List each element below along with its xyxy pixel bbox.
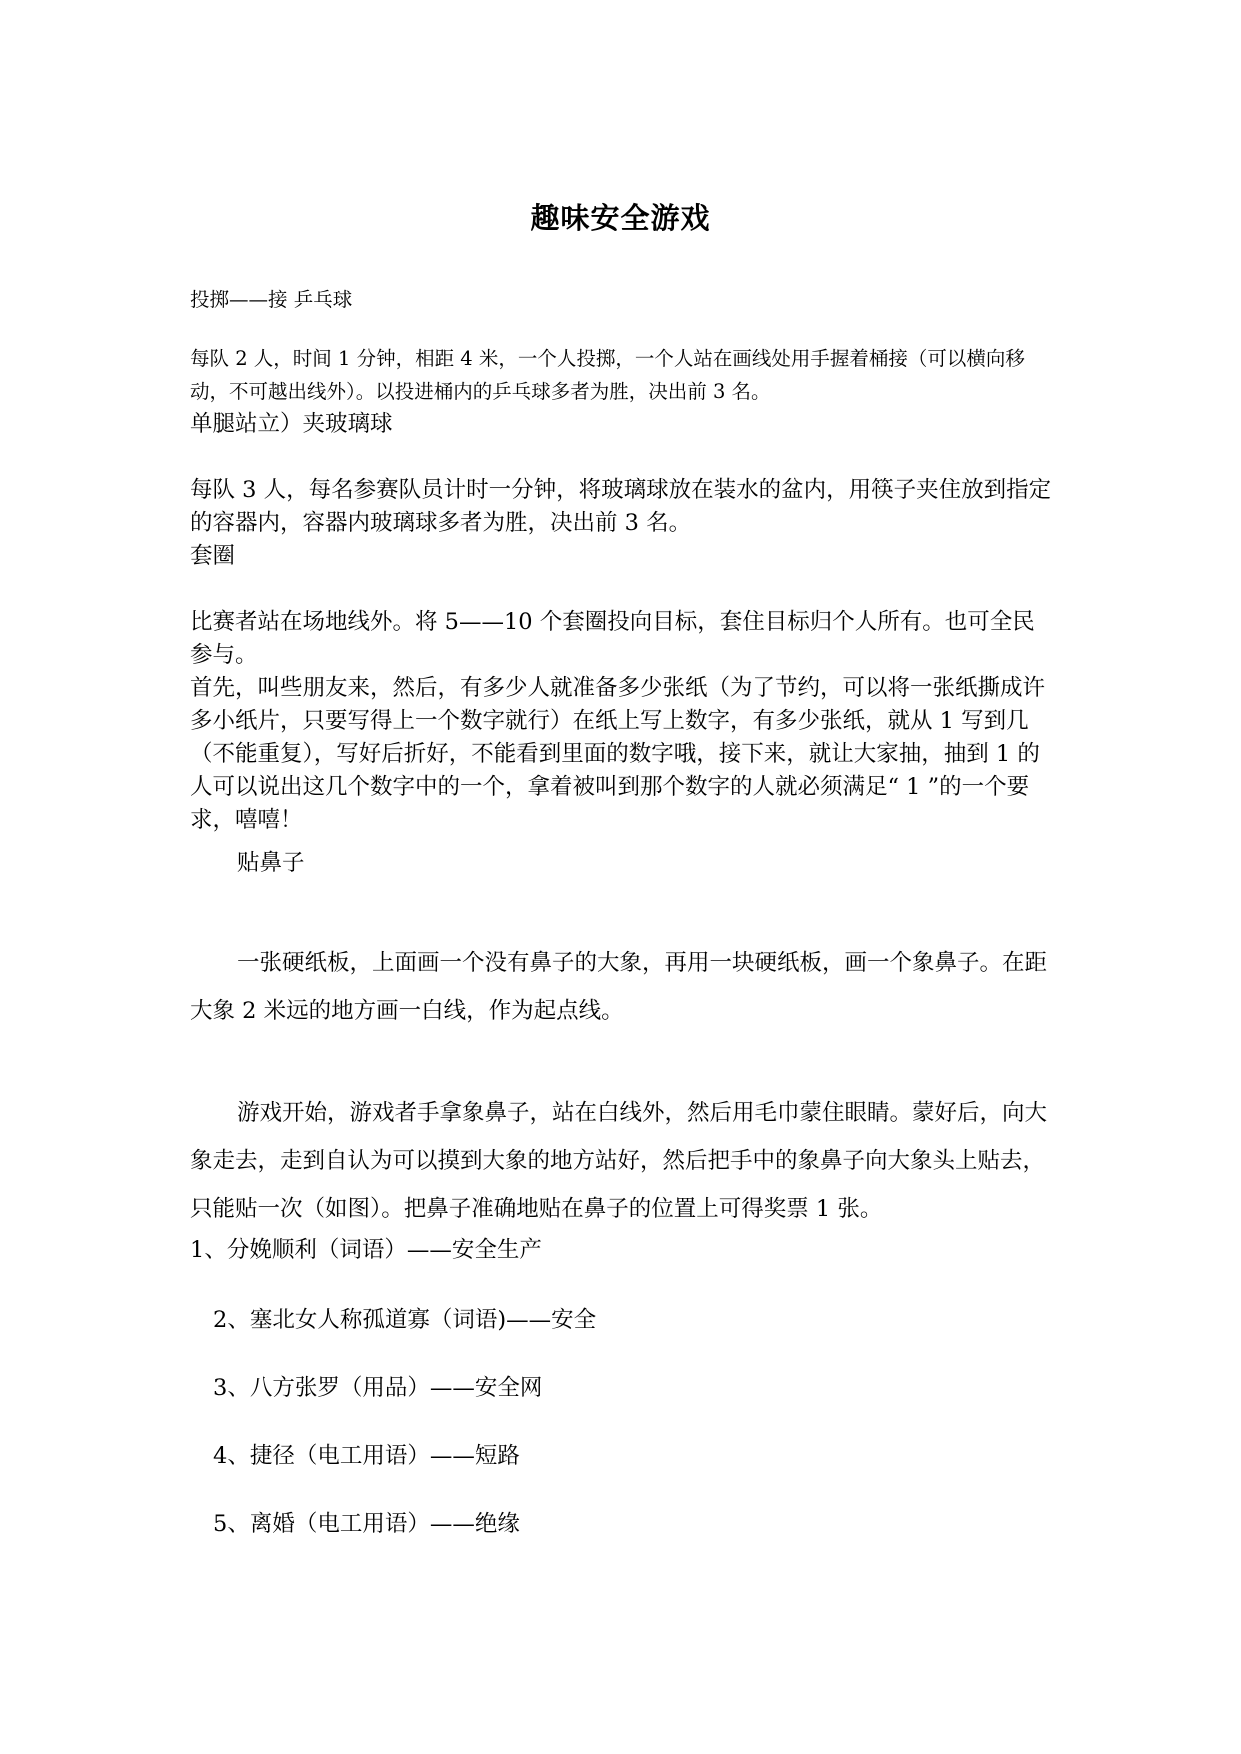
section-text-nose-2: 游戏开始，游戏者手拿象鼻子，站在白线外，然后用毛巾蒙住眼睛。蒙好后，向大象走去，走到自认为可以摸到大象的地方站好，然后把手中的象鼻子向大象头上贴去，只能贴一次（如图）。把鼻子准确地贴在鼻子的位置上可得奖票 1 张。 <box>190 1100 1048 1222</box>
riddle-item: 2、塞北女人称孤道寡（词语)——安全 <box>213 1307 597 1333</box>
section-heading-ring-toss: 套圈 <box>190 543 236 569</box>
riddle-item: 1、分娩顺利（词语）——安全生产 <box>190 1237 542 1263</box>
page-title: 趣味安全游戏 <box>530 201 711 235</box>
section-text-number-game: 首先，叫些朋友来，然后，有多少人就准备多少张纸（为了节约，可以将一张纸撕成许多小纸片，只要写得上一个数字就行）在纸上写上数字，有多少张纸，就从 1 写到几（不能重复），写好后折好，不能看到里面的数字哦，接下来，就让大家抽，抽到 1 的人可以说出这几个数字中的一个，拿着被叫到那个数字的人就必须满足“ 1 ”的一个要求，嘻嘻！ <box>190 675 1046 833</box>
riddle-item: 5、离婚（电工用语）——绝缘 <box>213 1511 520 1537</box>
section-text-nose-1: 一张硬纸板，上面画一个没有鼻子的大象，再用一块硬纸板，画一个象鼻子。在距大象 2 米远的地方画一白线，作为起点线。 <box>190 950 1048 1024</box>
riddle-item: 4、捷径（电工用语）——短路 <box>213 1443 520 1469</box>
section-text-ring-toss: 比赛者站在场地线外。将 5——10 个套圈投向目标，套住目标归个人所有。也可全民参与。 <box>190 609 1035 668</box>
section-text-marbles: 每队 3 人，每名参赛队员计时一分钟，将玻璃球放在装水的盆内，用筷子夹住放到指定的容器内，容器内玻璃球多者为胜，决出前 3 名。 <box>190 477 1052 536</box>
section-text-ping-pong: 每队 2 人，时间 1 分钟，相距 4 米，一个人投掷，一个人站在画线处用手握着桶接（可以横向移动，不可越出线外）。以投进桶内的乒乓球多者为胜，决出前 3 名。 <box>190 347 1025 403</box>
section-heading-nose: 贴鼻子 <box>237 850 305 876</box>
section-heading-ping-pong: 投掷——接 乒乓球 <box>190 288 353 311</box>
section-heading-marbles: 单腿站立）夹玻璃球 <box>190 411 393 437</box>
riddle-item: 3、八方张罗（用品）——安全网 <box>213 1375 543 1401</box>
